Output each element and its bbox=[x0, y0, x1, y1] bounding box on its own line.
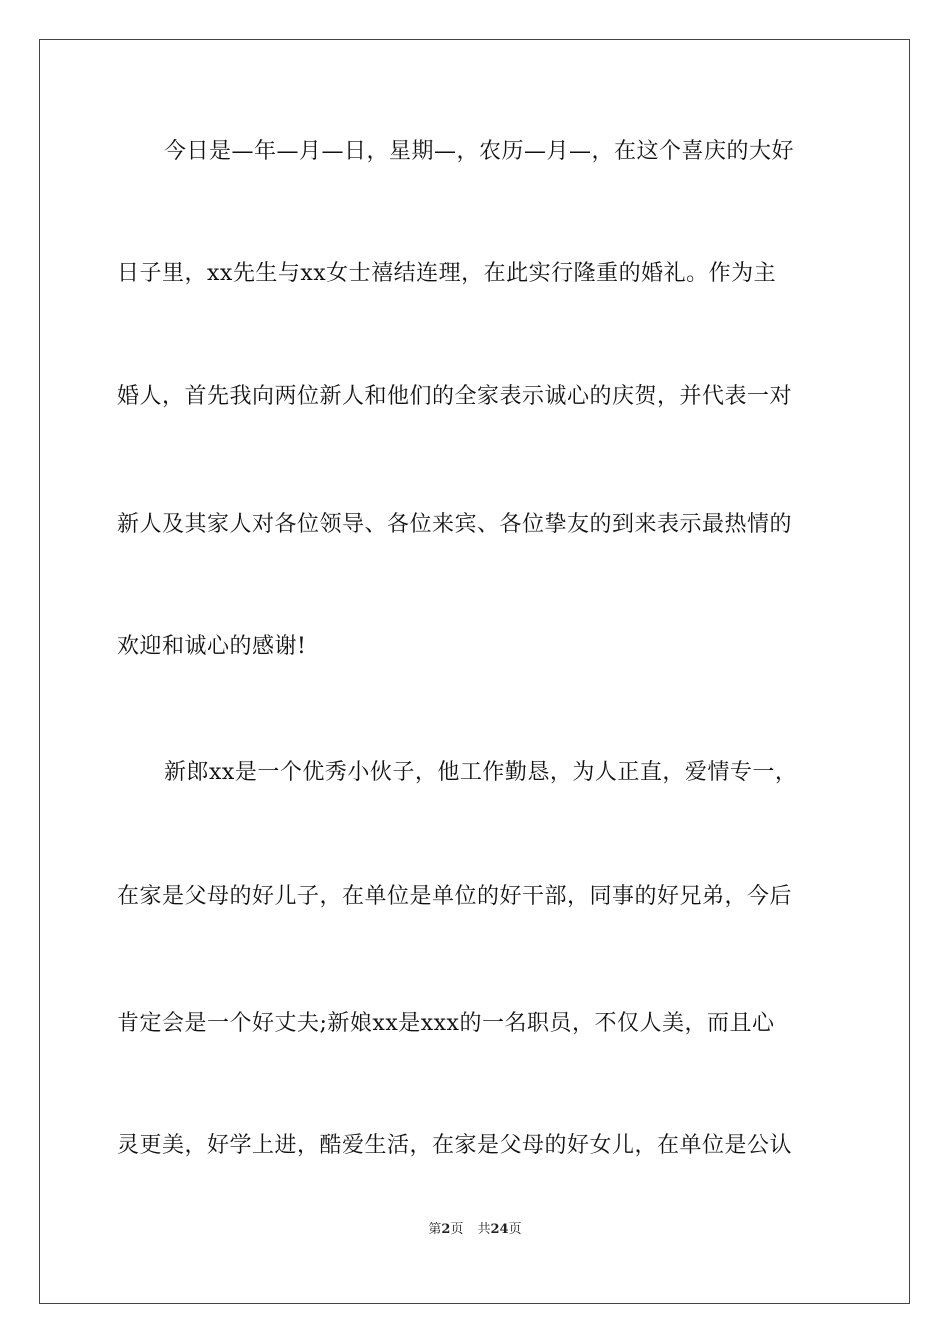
paragraph-2-line-3: 肯定会是一个好丈夫;新娘xx是xxx的一名职员，不仅人美，而且心 bbox=[117, 1011, 775, 1036]
paragraph-2-line-2: 在家是父母的好儿子，在单位是单位的好干部，同事的好兄弟，今后 bbox=[117, 884, 793, 909]
paragraph-2-line-4: 灵更美，好学上进，酷爱生活，在家是父母的好女儿，在单位是公认 bbox=[117, 1133, 793, 1158]
page-footer bbox=[0, 1221, 950, 1239]
paragraph-1-line-4: 新人及其家人对各位领导、各位来宾、各位挚友的到来表示最热情的 bbox=[117, 512, 793, 537]
total-prefix: 共 bbox=[477, 1222, 491, 1237]
page-suffix: 页 bbox=[450, 1222, 464, 1237]
total-pages: 24 bbox=[490, 1222, 509, 1237]
page-frame bbox=[39, 39, 910, 1304]
paragraph-1-line-2: 日子里，xx先生与xx女士禧结连理，在此实行隆重的婚礼。作为主 bbox=[117, 261, 777, 286]
paragraph-2-line-1: 新郎xx是一个优秀小伙子，他工作勤恳，为人正直，爱情专一， bbox=[164, 760, 798, 785]
page-prefix: 第 bbox=[428, 1222, 442, 1237]
paragraph-1-line-5: 欢迎和诚心的感谢! bbox=[117, 634, 307, 659]
total-suffix: 页 bbox=[508, 1222, 522, 1237]
paragraph-1-line-3: 婚人，首先我向两位新人和他们的全家表示诚心的庆贺，并代表一对 bbox=[117, 384, 793, 409]
paragraph-1-line-1: 今日是—年—月—日，星期—，农历—月—，在这个喜庆的大好 bbox=[164, 139, 795, 164]
page-number: 2 bbox=[441, 1222, 451, 1237]
